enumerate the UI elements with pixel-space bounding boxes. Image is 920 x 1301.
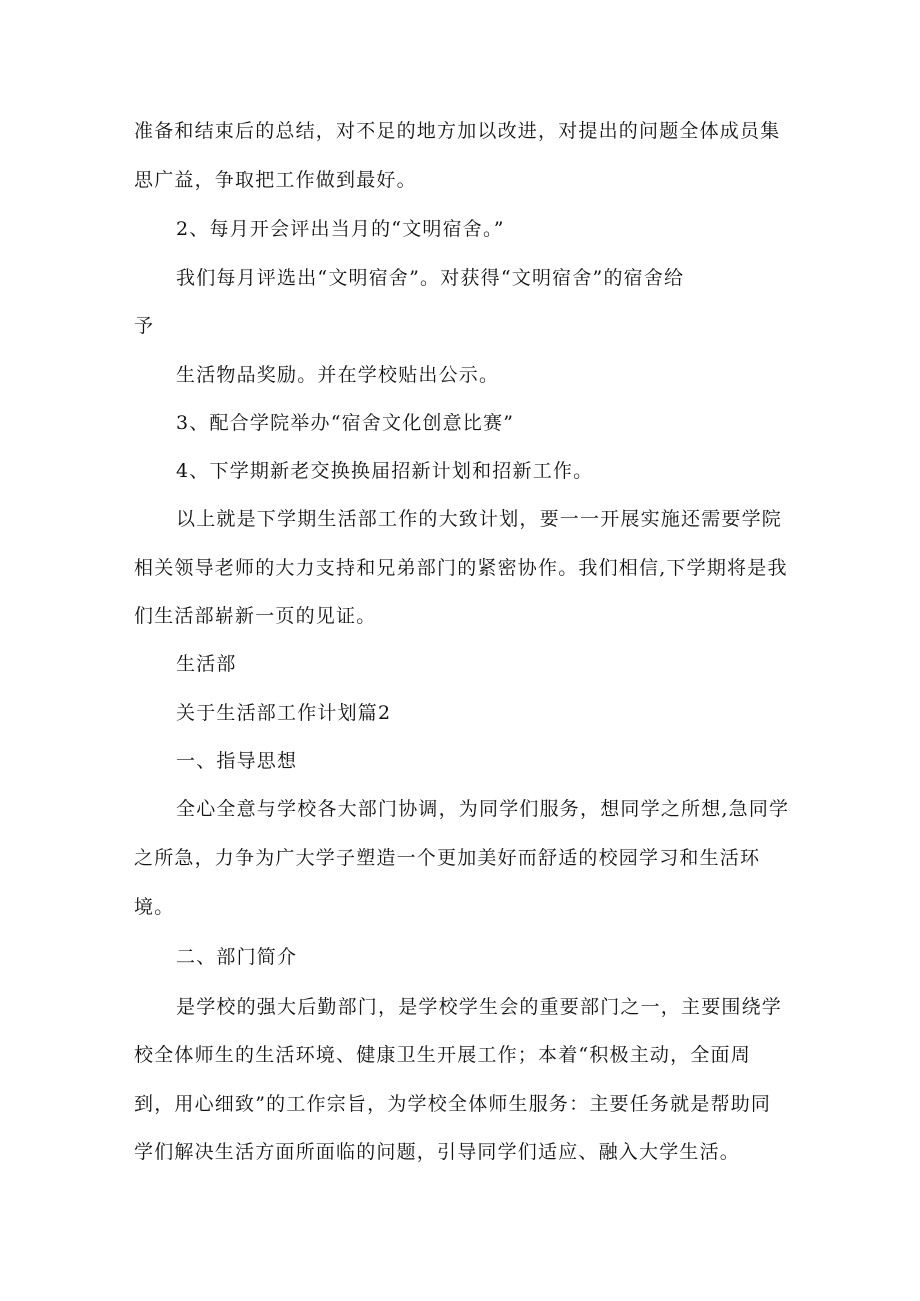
text-line: 到，用心细致”的工作宗旨，为学校全体师生服务：主要任务就是帮助同 (134, 1093, 772, 1115)
text-line: 全心全意与学校各大部门协调，为同学们服务，想同学之所想,急同学 (176, 798, 790, 820)
text-line: 二、部门简介 (176, 946, 298, 968)
text-line: 思广益，争取把工作做到最好。 (134, 169, 417, 191)
text-line: 4、下学期新老交换换届招新计划和招新工作。 (176, 460, 594, 482)
text-line: 予 (134, 315, 155, 337)
text-line: 一、指导思想 (176, 750, 298, 772)
text-line: 2、每月开会评出当月的“文明宿舍。” (176, 218, 505, 240)
text-line: 生活部 (176, 653, 237, 675)
text-line: 准备和结束后的总结，对不足的地方加以改进，对提出的问题全体成员集 (134, 120, 781, 142)
text-line: 关于生活部工作计划篇2 (176, 702, 392, 724)
text-line: 们生活部崭新一页的见证。 (134, 605, 377, 627)
text-line: 我们每月评选出“文明宿舍”。对获得“文明宿舍”的宿舍给 (176, 267, 685, 289)
text-line: 相关领导老师的大力支持和兄弟部门的紧密协作。我们相信,下学期将是我 (134, 557, 788, 579)
text-line: 以上就是下学期生活部工作的大致计划，要一一开展实施还需要学院 (176, 508, 783, 530)
text-line: 3、配合学院举办“宿舍文化创意比赛” (176, 412, 515, 434)
text-line: 学们解决生活方面所面临的问题，引导同学们适应、融入大学生活。 (134, 1141, 741, 1163)
text-line: 境。 (134, 896, 175, 918)
text-line: 生活物品奖励。并在学校贴出公示。 (176, 364, 500, 386)
text-line: 校全体师生的生活环境、健康卫生开展工作；本着“积极主动，全面周 (134, 1044, 751, 1066)
text-line: 之所急，力争为广大学子塑造一个更加美好而舒适的校园学习和生活环 (134, 847, 761, 869)
text-line: 是学校的强大后勤部门，是学校学生会的重要部门之一，主要围绕学 (176, 996, 783, 1018)
